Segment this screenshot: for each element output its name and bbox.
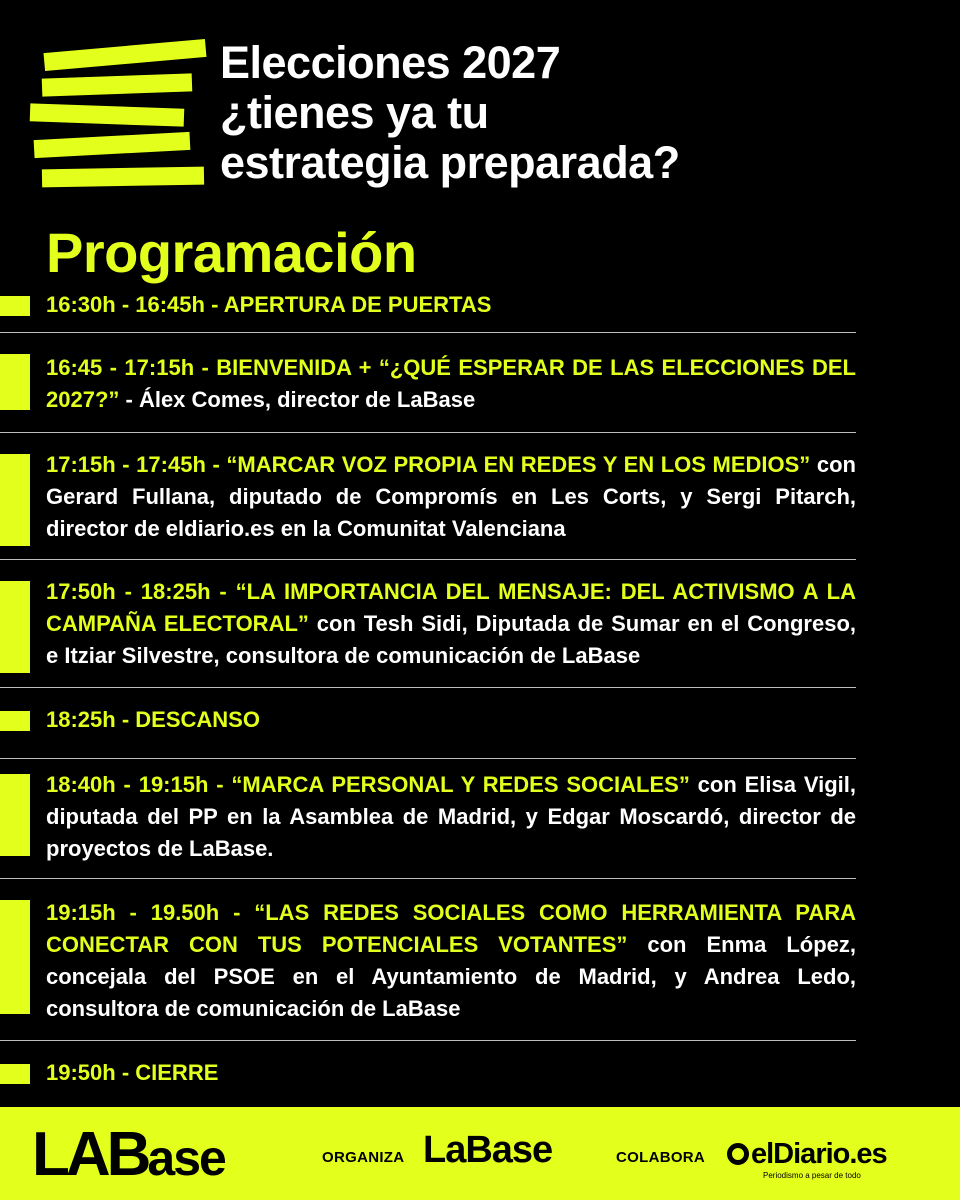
item-marker (0, 296, 30, 316)
organiza-label: ORGANIZA (322, 1149, 405, 1166)
title-line: estrategia preparada? (220, 137, 680, 188)
logo-part: LAB (32, 1120, 148, 1189)
stripe (34, 132, 191, 158)
item-marker (0, 711, 30, 731)
title-line: ¿tienes ya tu (220, 87, 489, 138)
item-text (46, 769, 856, 865)
stripe (30, 103, 185, 126)
logo-part: ase (147, 1130, 225, 1186)
item-marker (0, 900, 30, 1014)
item-time-title: 18:25h - DESCANSO (46, 707, 260, 732)
divider (0, 432, 856, 433)
item-marker (0, 1064, 30, 1084)
item-time-title: 19:15h - 19.50h - “LAS REDES SOCIALES COMO HERRAMIENTA PARA CONECTAR CON TUS POTENCIALES VOTANTES” (46, 900, 856, 957)
colabora-label: COLABORA (616, 1149, 706, 1166)
divider (0, 332, 856, 333)
item-text (46, 1057, 856, 1089)
section-heading: Programación (46, 221, 417, 284)
item-time-title: 16:45 - 17:15h - BIENVENIDA + “¿QUÉ ESPERAR DE LAS ELECCIONES DEL 2027?” (46, 355, 856, 412)
stripe (44, 39, 207, 71)
item-text (46, 449, 856, 545)
item-details: con Enma López, concejala del PSOE en el Ayuntamiento de Madrid, y Andrea Ledo, consultora de comunicación de LaBase (46, 932, 856, 1021)
item-details: con Elisa Vigil, diputada del PP en la Asamblea de Madrid, y Edgar Moscardó, director de proyectos de LaBase. (46, 772, 856, 861)
item-marker (0, 774, 30, 856)
eldiario-logo (727, 1138, 887, 1180)
item-time-title: 19:50h - CIERRE (46, 1060, 219, 1085)
item-details: con Tesh Sidi, Diputada de Sumar en el Congreso, e Itziar Silvestre, consultora de comunicación de LaBase (46, 611, 856, 668)
divider (0, 878, 856, 879)
stripe (42, 73, 193, 96)
eldiario-name: elDiario.es (751, 1138, 887, 1170)
item-time-title: 18:40h - 19:15h - “MARCA PERSONAL Y REDES SOCIALES” (46, 772, 690, 797)
item-text (46, 352, 856, 416)
item-text (46, 289, 856, 321)
eldiario-tagline: Periodismo a pesar de todo (763, 1171, 861, 1180)
item-time-title: 16:30h - 16:45h - APERTURA DE PUERTAS (46, 292, 492, 317)
item-marker (0, 354, 30, 410)
stripe (42, 167, 204, 188)
footer-bar (0, 1107, 960, 1200)
item-time-title: 17:50h - 18:25h - “LA IMPORTANCIA DEL MENSAJE: DEL ACTIVISMO A LA CAMPAÑA ELECTORAL” (46, 579, 856, 636)
divider (0, 559, 856, 560)
ring-icon (727, 1143, 749, 1165)
item-time-title: 17:15h - 17:45h - “MARCAR VOZ PROPIA EN REDES Y EN LOS MEDIOS” (46, 452, 811, 477)
item-text (46, 576, 856, 672)
page-title (220, 38, 920, 188)
item-text (46, 897, 856, 1025)
item-text (46, 704, 856, 736)
item-details: con Gerard Fullana, diputado de Compromís en Les Corts, y Sergi Pitarch, director de eldiario.es en la Comunitat Valenciana (46, 452, 856, 541)
item-marker (0, 454, 30, 546)
title-line: Elecciones 2027 (220, 37, 561, 88)
stripes-logo (28, 28, 208, 198)
labase-main-logo (32, 1119, 225, 1190)
divider (0, 758, 856, 759)
item-marker (0, 581, 30, 673)
organiza-logo: LaBase (423, 1129, 553, 1171)
item-details: - Álex Comes, director de LaBase (119, 387, 476, 412)
divider (0, 687, 856, 688)
divider (0, 1040, 856, 1041)
